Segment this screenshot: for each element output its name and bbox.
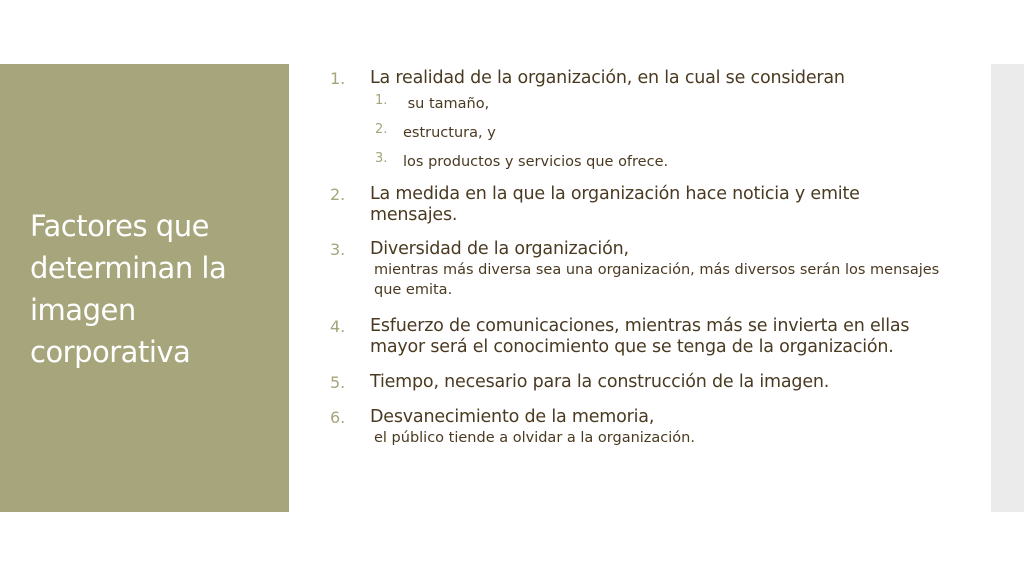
item-number: 3. — [330, 240, 346, 259]
item-number: 1. — [330, 69, 346, 88]
sub-item-number: 3. — [375, 151, 388, 166]
item-text: Desvanecimiento de la memoria, — [370, 407, 655, 427]
sub-item-text: estructura, y — [403, 125, 496, 141]
list-item-5 — [330, 372, 950, 393]
item-text: La medida en la que la organización hace noticia y emite mensajes. — [370, 184, 860, 225]
item-text: Diversidad de la organización, — [370, 239, 629, 259]
item-note: el público tiende a olvidar a la organización. — [374, 430, 695, 446]
list-item-2 — [330, 184, 950, 226]
list-item-4 — [330, 316, 950, 358]
item-text: Tiempo, necesario para la construcción de la imagen. — [370, 372, 830, 392]
sub-item-number: 1. — [375, 93, 388, 108]
item-number: 5. — [330, 373, 346, 392]
sub-item-3 — [370, 151, 950, 171]
sub-item-number: 2. — [375, 122, 388, 137]
list-item-1 — [330, 68, 950, 171]
sub-item-1 — [370, 93, 950, 113]
content-list — [330, 66, 950, 448]
sub-item-text: su tamaño, — [403, 96, 490, 112]
item-number: 2. — [330, 185, 346, 204]
list-item-3 — [330, 239, 950, 300]
item-text: La realidad de la organización, en la cual se consideran — [370, 68, 845, 88]
item-number: 4. — [330, 317, 346, 336]
item-number: 6. — [330, 408, 346, 427]
list-item-6 — [330, 407, 950, 448]
item-text: Esfuerzo de comunicaciones, mientras más se invierta en ellas mayor será el conocimiento que se tenga de la organización. — [370, 316, 910, 357]
slide-title: Factores que determinan la imagen corporativa — [30, 209, 227, 369]
item-note: mientras más diversa sea una organización, más diversos serán los mensajes que emita. — [374, 262, 940, 298]
sub-item-2 — [370, 122, 950, 142]
side-bar — [991, 64, 1024, 512]
sub-item-text: los productos y servicios que ofrece. — [403, 154, 669, 170]
